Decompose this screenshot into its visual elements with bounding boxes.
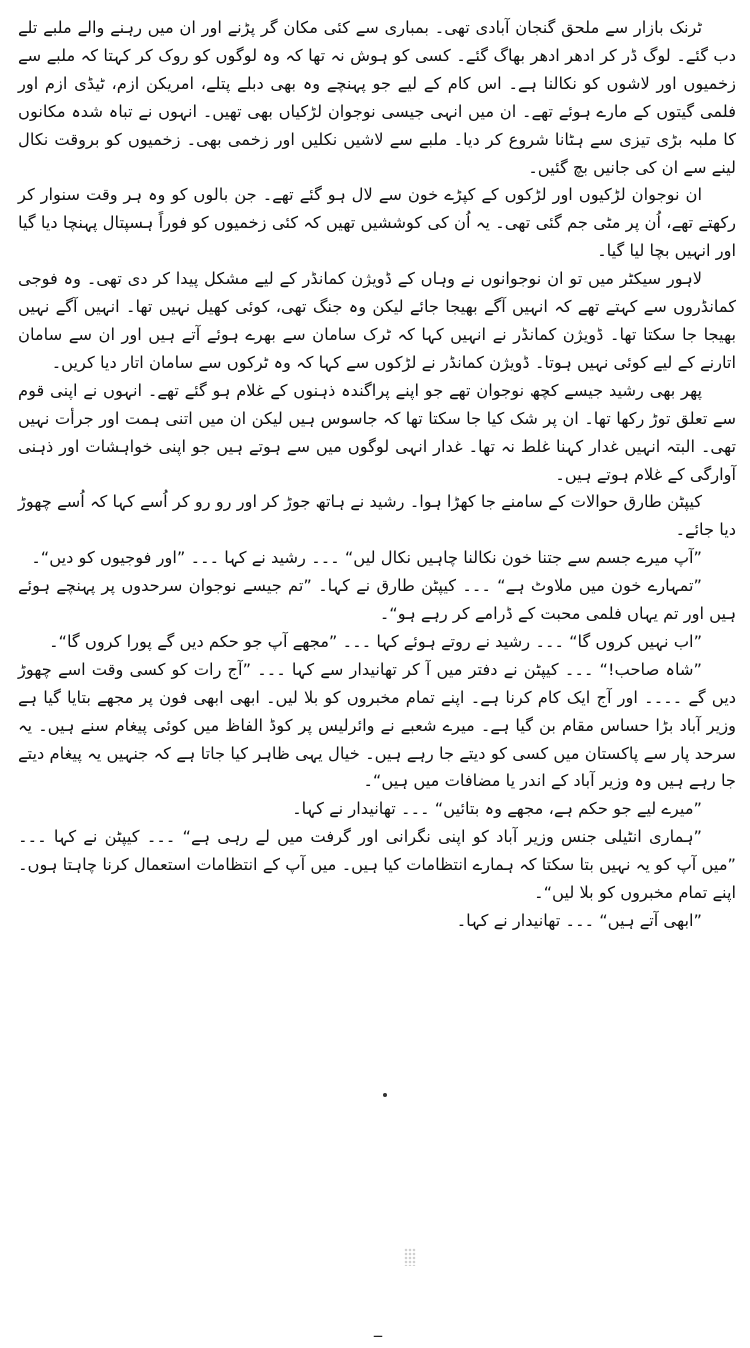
paragraph: لاہور سیکٹر میں تو ان نوجوانوں نے وہاں کے ڈویژن کمانڈر کے لیے مشکل پیدا کر دی تھی۔ وہ فوجی کمانڈروں سے کہتے تھے کہ انہیں آگے بھیجا جائے لیکن وہ جنگ تھی، کوئی کھیل نہیں تھا۔ انہیں آگے نہیں بھیجا جا سکتا تھا۔ ڈویژن کمانڈر نے انہیں کہا کہ ٹرک سامان سے بھرے ہوئے آتے ہیں اور ان سے سامان اتارنے کے لیے کوئی نہیں ہوتا۔ ڈویژن کمانڈر نے لڑکوں سے کہا کہ وہ ٹرکوں سے سامان اتار دیا کریں۔ xyxy=(18,269,736,372)
dialogue-paragraph: ”ابھی آتے ہیں“ ۔۔۔ تھانیدار نے کہا۔ xyxy=(456,911,702,930)
dialogue-paragraph: ”ہماری انٹیلی جنس وزیر آباد کو اپنی نگرانی اور گرفت میں لے رہی ہے“ ۔۔۔ کیپٹن نے کہا ۔۔۔ ”میں آپ کو یہ نہیں بتا سکتا کہ ہمارے انتظامات کیا ہیں۔ میں آپ کے انتظامات استعمال کرنا چاہتا ہوں۔ اپنے تمام مخبروں کو بلا لیں“۔ xyxy=(18,827,736,903)
paragraph: پھر بھی رشید جیسے کچھ نوجوان تھے جو اپنے پراگندہ ذہنوں کے غلام ہو گئے تھے۔ انہوں نے اپنی قوم سے تعلق توڑ رکھا تھا۔ ان پر شک کیا جا سکتا تھا کہ جاسوس ہیں لیکن ان میں اتنی ہمت اور جرأت نہیں تھی۔ البتہ انہیں غدار کہنا غلط نہ تھا۔ غدار انہی لوگوں میں سے ہوتے ہیں جو اپنی خواہشات اور ذہنی آوارگی کے غلام ہوتے ہیں۔ xyxy=(18,380,736,484)
ink-dot xyxy=(383,1093,387,1097)
paragraph: ان نوجوان لڑکیوں اور لڑکوں کے کپڑے خون سے لال ہو گئے تھے۔ جن بالوں کو وہ ہر وقت سنوار کر رکھتے تھے، اُن پر مٹی جم گئی تھی۔ یہ اُن کی کوششیں تھیں کہ کئی زخمیوں کو فوراً ہسپتال پہنچا دیا گیا اور انہیں بچا لیا گیا۔ xyxy=(18,185,736,261)
page-ornament: ــ xyxy=(373,1325,383,1341)
dialogue-paragraph: ”تمہارے خون میں ملاوٹ ہے“ ۔۔۔ کیپٹن طارق نے کہا۔ ”تم جیسے نوجوان سرحدوں پر پہنچے ہوئے ہیں اور تم یہاں فلمی محبت کے ڈرامے کر رہے ہو“۔ xyxy=(18,576,736,624)
paragraph: کیپٹن طارق حوالات کے سامنے جا کھڑا ہوا۔ رشید نے ہاتھ جوڑ کر اور رو رو کر اُسے کہا کہ اُسے چھوڑ دیا جائے۔ xyxy=(18,492,736,540)
paragraph: ٹرنک بازار سے ملحق گنجان آبادی تھی۔ بمباری سے کئی مکان گر پڑنے اور ان میں رہنے والے ملبے تلے دب گئے۔ لوگ ڈر کر ادھر ادھر بھاگ گئے۔ کسی کو ہوش نہ تھا کہ وہ لوگوں کو روک کر کہتا کہ ملبے سے زخمیوں اور لاشوں کو نکالنا ہے۔ اس کام کے لیے جو پہنچے وہ بھی دبلے پتلے، امریکن ازم، ٹیڈی ازم اور فلمی گیتوں کے مارے ہوئے تھے۔ ان میں انہی جیسی نوجوان لڑکیاں بھی تھیں۔ انہوں نے تباہ شدہ مکانوں کا ملبہ بڑی تیزی سے ہٹانا شروع کر دیا۔ ملبے سے لاشیں نکلیں اور زخمی بھی۔ زخمیوں کو بروقت نکال لینے سے ان کی جانیں بچ گئیں۔ xyxy=(18,18,736,177)
scan-smudge xyxy=(404,1248,416,1266)
dialogue-paragraph: ”شاہ صاحب!“ ۔۔۔ کیپٹن نے دفتر میں آ کر تھانیدار سے کہا ۔۔۔ ”آج رات کو کسی وقت اسے چھوڑ دیں گے ۔۔۔۔ اور آج ایک کام کرنا ہے۔ اپنے تمام مخبروں کو بلا لیں۔ ابھی ابھی فون پر مجھے بتایا گیا ہے وزیر آباد بڑا حساس مقام بن گیا ہے۔ میرے شعبے نے وائرلیس پر کوڈ الفاظ میں کوئی پیغام سنے ہیں۔ یہ سرحد پار سے پاکستان میں کسی کو دیتے جا رہے ہیں۔ خیال یہی ظاہر کیا جاتا ہے کہ جنہیں یہ پیغام دیتے جا رہے ہیں وہ وزیر آباد کے اندر یا مضافات میں ہیں“۔ xyxy=(18,659,736,791)
urdu-text-body xyxy=(18,14,736,935)
dialogue-paragraph: ”میرے لیے جو حکم ہے، مجھے وہ بتائیں“ ۔۔۔ تھانیدار نے کہا۔ xyxy=(292,799,702,819)
dialogue-paragraph: ”اب نہیں کروں گا“ ۔۔۔ رشید نے روتے ہوئے کہا ۔۔۔ ”مجھے آپ جو حکم دیں گے پورا کروں گا“۔ xyxy=(49,631,702,651)
dialogue-paragraph: ”آپ میرے جسم سے جتنا خون نکالنا چاہیں نکال لیں“ ۔۔۔ رشید نے کہا ۔۔۔ ”اور فوجیوں کو دیں“۔ xyxy=(31,548,702,568)
